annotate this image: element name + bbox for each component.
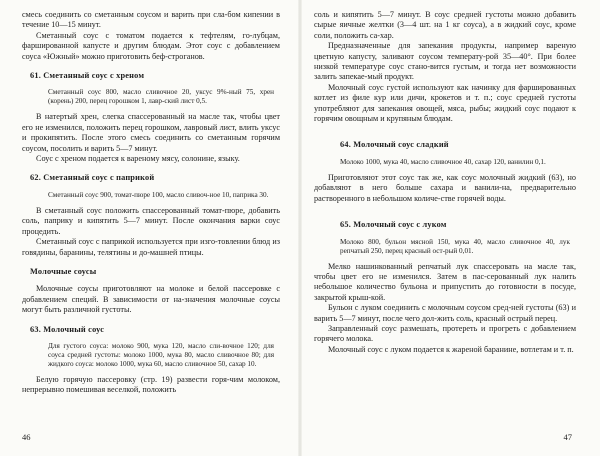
paragraph: Соус с хреном подается к вареному мясу, солонине, языку. — [36, 154, 240, 164]
paragraph: Белую горячую пассеровку (стр. 19) развести горя-чим молоком, непрерывно помешивая веселкой, положить — [22, 374, 280, 395]
paragraph: Мелко нашинкованный репчатый лук спассеровать на масле так, чтобы цвет его не изменился. Затем в пас-серованный лук налить небольшое количество бульона и припустить до готовности в посуде, закрытой крыш-кой. — [314, 261, 576, 302]
recipe-title: 61. Сметанный соус с хреном — [30, 71, 145, 81]
paragraph: Молочный соус с луком подается к жареной баранине, вотлетам и т. п. — [328, 344, 574, 354]
paragraph: Предназначенные для запекания продукты, например вареную цветную капусту, заливают соусом температу-рой 35—40°. При более низкой температуре соус стано-вится густым, и тогда нет возможности залить запекае-мый продукт. — [314, 41, 576, 82]
recipe-title: 64. Молочный соус сладкий — [340, 140, 449, 150]
section-title: Молочные соусы — [30, 266, 97, 276]
paragraph: Заправленный соус размешать, протереть и прогреть с добавлением горячего молока. — [314, 323, 576, 344]
book-gutter — [298, 0, 302, 456]
left-page — [22, 10, 280, 450]
recipe-ingredients: Сметанный соус 800, масло сливочное 20, уксус 9%-ный 75, хрен (корень) 200, перец горошком 1, лавр-ский лист 0,5. — [48, 88, 274, 106]
paragraph: Молочный соус густой используют как начинку для фаршированных котлет из филе кур или дичи, крокетов и т. п.; соус средней густоты употребляют для запекания овощей, мяса, рыбы; жидкий соус подают к горячим овощным и крупяным блюдам. — [314, 82, 576, 124]
recipe-title: 65. Молочный соус с луком — [340, 220, 447, 230]
recipe-ingredients: Сметанный соус 900, томат-пюре 100, масло сливоч-ное 10, паприка 30. — [48, 190, 269, 199]
paragraph: Приготовляют этот соус так же, как соус молочный жидкий (63), но добавляют в него больше сахара и ванили-на, предварительно растворенного в небольшом количе-стве горячей воды. — [314, 172, 576, 203]
paragraph: смесь соединить со сметанным соусом и варить при сла-бом кипении в течение 10—15 минут. — [22, 10, 280, 30]
page-number: 47 — [563, 431, 572, 442]
paragraph: В сметанный соус положить спассерованный томат-пюре, добавить соль, паприку и кипятить 5—7 минут. После окончания варки соус процедить. — [22, 205, 280, 236]
right-page — [314, 10, 576, 450]
paragraph: В натертый хрен, слегка спассерованный на масле так, чтобы цвет его не изменился, положить перец горошком, лавровый лист, влить уксус и прокипятить. После этого смесь соединить со сметанным горячим соусом, посолить и варить 5—7 минут. — [22, 112, 280, 153]
recipe-ingredients: Для густого соуса: молоко 900, мука 120, масло сли-вочное 120; для соуса средней густоты: молоко 1000, мука 80, масло сливочное 80; для жидкого соуса: молоко 1000, мука 60, масло сливочное 50, сахар 10. — [48, 341, 274, 368]
paragraph: Молочные соусы приготовляют на молоке и белой пассеровке с добавлением специй. В зависимости от на-значения молочные соусы могут быть различной густоты. — [22, 284, 280, 315]
recipe-ingredients: Молоко 1000, мука 40, масло сливочное 40, сахар 120, ванилин 0,1. — [340, 157, 546, 166]
paragraph: Сметанный соус с томатом подается к тефтелям, го-лубцам, фаршированной капусте и другим блюдам. Этот соус с добавлением соуса «Южный» можно приготовить беф-строганов. — [22, 30, 280, 61]
paragraph: соль и кипятить 5—7 минут. В соус средней густоты можно добавить сырые яичные желтки (3—4 шт. на 1 кг соуса), а в жидкий соус, кроме соли, положить са-хар. — [314, 10, 576, 40]
recipe-ingredients: Молоко 800, бульон мясной 150, мука 40, масло сливочное 40, лук репчатый 250, перец красный ост-рый 0,01. — [340, 237, 570, 255]
paragraph: Сметанный соус с паприкой используется при изго-товлении блюд из говядины, баранины, телятины и до-машней птицы. — [22, 237, 280, 257]
page-number: 46 — [22, 431, 31, 442]
recipe-title: 63. Молочный соус — [30, 324, 105, 334]
paragraph: Бульон с луком соединить с молочным соусом сред-ней густоты (63) и варить 5—7 минут, после чего дол-жить соль, красный острый перец. — [314, 303, 576, 323]
recipe-title: 62. Сметанный соус с паприкой — [30, 173, 155, 183]
